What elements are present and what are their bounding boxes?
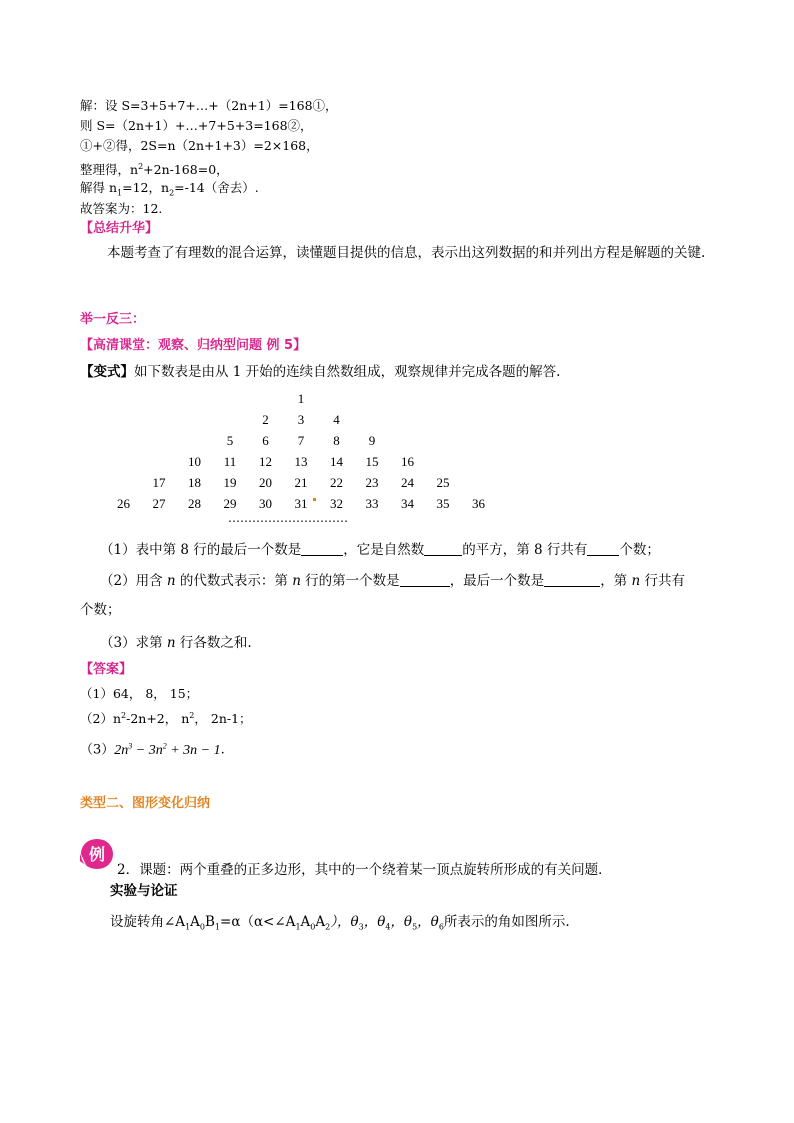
table-cell: 13	[294, 454, 308, 469]
table-cell: 6	[262, 433, 269, 448]
table-cell: 10	[188, 454, 201, 469]
answer-blank	[400, 572, 450, 587]
example-badge-icon	[80, 838, 114, 870]
subscript: 4	[385, 922, 391, 932]
table-cell: 23	[365, 475, 379, 490]
text: =-14（舍去）.	[174, 180, 259, 195]
text: 行的第一个数是	[300, 573, 400, 589]
text: 行共有	[640, 573, 685, 589]
answer-blank	[424, 541, 462, 556]
table-cell: 17	[152, 475, 166, 490]
question-2	[100, 571, 685, 591]
solution-line-2: 则 S=（2n+1）+…+7+5+3=168②，	[80, 118, 313, 133]
table-cell: 25	[436, 475, 450, 490]
subscript: 0	[310, 922, 316, 932]
text: 解得 n	[80, 180, 118, 195]
text: -2n+2， n	[126, 711, 190, 727]
text: 设旋转角∠A	[110, 914, 186, 930]
solution-line-3: ①+②得，2S=n（2n+1+3）=2×168，	[80, 138, 319, 153]
table-cell: 21	[294, 475, 308, 490]
lesson-tag: 【高清课堂：观察、归纳型问题 例 5】	[80, 338, 307, 353]
formula-term: − 3n	[132, 742, 163, 758]
table-cell: 22	[330, 475, 343, 490]
text: ，它是自然数	[343, 542, 425, 558]
exponent: 2	[162, 741, 167, 750]
table-cell: 1	[297, 391, 305, 406]
superscript: 2	[138, 162, 144, 171]
table-cell: 31	[294, 496, 308, 511]
text: ，第	[600, 573, 632, 589]
text: （3）求第	[100, 635, 167, 651]
text: （2）n	[80, 711, 122, 727]
answer-2	[80, 706, 252, 729]
text: 整理得，n	[80, 162, 139, 178]
table-cell: 36	[472, 496, 485, 511]
table-cell: 2	[262, 412, 269, 427]
solution-line-4	[80, 157, 229, 180]
table-cell: 35	[436, 496, 450, 511]
summary-text: 本题考查了有理数的混合运算，读懂题目提供的信息，表示出这列数据的和并列出方程是解题的关键.	[107, 245, 706, 261]
table-cell: 7	[297, 433, 305, 448]
summary-tag: 【总结升华】	[80, 221, 159, 236]
answer-blank	[587, 541, 619, 556]
text: 的平方，第 8 行共有	[462, 542, 588, 558]
text: 所表示的角如图所示.	[443, 914, 570, 930]
subscript: 3	[358, 922, 364, 932]
variant-tag: 【变式】	[80, 364, 134, 380]
formula-term: + 3n − 1	[166, 742, 221, 758]
text: （3）	[80, 742, 115, 758]
subscript: 0	[199, 922, 205, 932]
example-subhead: 实验与论证	[110, 883, 178, 899]
table-cell: 16	[401, 454, 414, 469]
answer-blank	[301, 541, 343, 556]
table-cell: 5	[226, 433, 234, 448]
subscript: 1	[214, 922, 221, 932]
question-1	[100, 540, 660, 560]
variant-text: 如下数表是由从 1 开始的连续自然数组成，观察规律并完成各题的解答.	[134, 364, 561, 380]
text: =12，n	[122, 180, 170, 195]
variable-n: n	[292, 573, 301, 589]
type2-title: 类型二、图形变化归纳	[80, 796, 211, 811]
text: +2n-168=0，	[143, 162, 229, 178]
question-2-cont: 个数；	[80, 602, 121, 618]
text: B	[205, 914, 215, 930]
text: ，最后一个数是	[449, 573, 545, 589]
variable-n: n	[166, 573, 176, 589]
answer-3	[80, 736, 225, 761]
variable-n: n	[631, 573, 641, 589]
table-cell: 11	[223, 454, 237, 469]
table-cell: 24	[401, 475, 414, 490]
answer-blank	[544, 572, 600, 587]
table-cell: 30	[259, 496, 272, 511]
answer-1: （1）64， 8， 15；	[80, 686, 199, 701]
solution-line-1: 解：设 S=3+5+7+…+（2n+1）=168①，	[80, 98, 338, 113]
variant-line	[80, 362, 560, 382]
text: ，θ	[417, 914, 439, 930]
question-3	[100, 633, 252, 653]
table-cell: 32	[330, 496, 343, 511]
subscript: 2	[169, 188, 175, 198]
text: 的代数式表示：第	[175, 573, 293, 589]
text: ， 2n-1；	[194, 711, 252, 727]
text: A	[190, 914, 200, 930]
text: A	[300, 914, 311, 930]
section-title: 举一反三：	[80, 312, 146, 327]
subscript: 1	[117, 188, 123, 198]
example-text: 2．课题：两个重叠的正多边形，其中的一个绕着某一顶点旋转所形成的有关问题．	[117, 862, 612, 878]
table-cell: 34	[401, 496, 414, 511]
text: （2）用含	[100, 573, 167, 589]
superscript: 2	[121, 711, 127, 720]
table-cell: 4	[333, 412, 340, 427]
text: 行各数之和.	[175, 635, 252, 651]
table-cell: 15	[365, 454, 379, 469]
text: ），θ	[330, 914, 359, 930]
table-cell: 18	[188, 475, 201, 490]
table-cell: 3	[297, 412, 305, 427]
table-cell: 20	[259, 475, 272, 490]
table-ellipsis: …………………………	[228, 511, 348, 525]
superscript: 2	[189, 711, 195, 720]
subscript: 6	[438, 922, 444, 932]
text: 个数；	[619, 542, 660, 558]
text: A	[315, 914, 326, 930]
table-cell: 26	[117, 496, 130, 511]
answer-tag: 【答案】	[80, 662, 133, 677]
example-icon	[80, 838, 114, 870]
example-icon-char: 例	[88, 845, 106, 864]
subscript: 2	[325, 922, 331, 932]
variable-n: n	[166, 635, 176, 651]
table-cell: 8	[333, 433, 340, 448]
table-cell: 28	[188, 496, 201, 511]
table-cell: 29	[223, 496, 237, 511]
text: =α（α<∠A	[220, 914, 296, 930]
table-cell: 12	[259, 454, 272, 469]
table-cell: 27	[152, 496, 166, 511]
example-setup	[110, 912, 570, 938]
table-cell: 33	[365, 496, 379, 511]
formula-term: 2n	[114, 742, 129, 758]
subscript: 1	[185, 922, 191, 932]
text: （1）表中第 8 行的最后一个数是	[100, 542, 302, 558]
subscript: 5	[412, 922, 418, 932]
formula	[114, 743, 220, 758]
table-cell: 9	[368, 433, 376, 448]
table-cell: 14	[330, 454, 343, 469]
subscript: 1	[295, 922, 301, 932]
decorative-dot	[313, 498, 316, 501]
solution-line-6: 故答案为：12.	[80, 201, 163, 216]
table-cell: 19	[223, 475, 237, 490]
text: .	[220, 742, 225, 758]
text: ，θ	[390, 914, 413, 930]
exponent: 3	[128, 741, 133, 750]
text: ，θ	[363, 914, 386, 930]
